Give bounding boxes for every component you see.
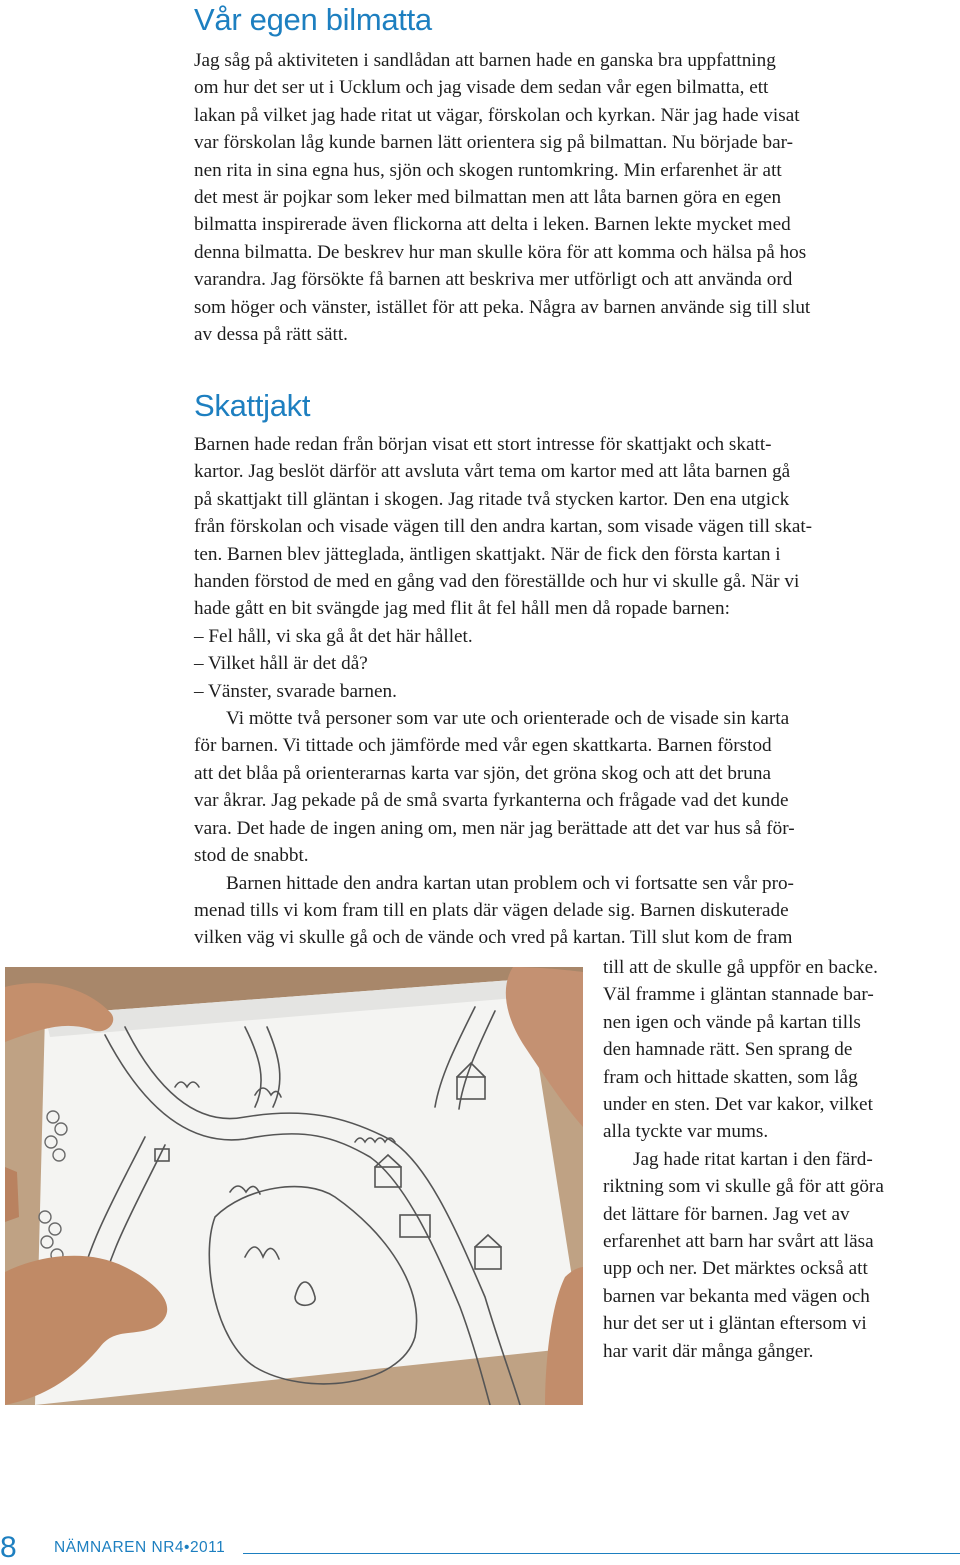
- text-line: Barnen hade redan från början visat ett stort intresse för skattjakt och skatt-: [194, 434, 772, 455]
- text-line: hur det ser ut i gläntan eftersom vi: [603, 1313, 867, 1335]
- dialogue-line: – Fel håll, vi ska gå åt det här hållet.: [194, 625, 473, 647]
- text-line: för barnen. Vi tittade och jämförde med vår egen skattkarta. Barnen förstod: [194, 735, 772, 757]
- text-line: om hur det ser ut i Ucklum och jag visade dem sedan vår egen bilmatta, ett: [194, 77, 769, 99]
- text-line: som höger och vänster, istället för att peka. Några av barnen använde sig till slut: [194, 296, 811, 318]
- text-line: lakan på vilket jag hade ritat ut vägar, förskolan och kyrkan. När jag hade visat: [194, 104, 800, 126]
- text-line: att det blåa på orienterarnas karta var sjön, det gröna skog och att det bruna: [194, 762, 772, 784]
- text-line: vilken väg vi skulle gå och de vände och vred på kartan. Till slut kom de fram: [194, 927, 793, 949]
- text-line: erfarenhet att barn har svårt att läsa: [603, 1231, 874, 1253]
- page-footer: [0, 1525, 960, 1564]
- text-line: nen rita in sina egna hus, sjön och skogen runtomkring. Min erfarenhet är att: [194, 159, 782, 181]
- text-line: upp och ner. Det märktes också att: [603, 1258, 868, 1280]
- magazine-issue: NÄMNAREN NR4•2011: [54, 1539, 226, 1556]
- text-line: stod de snabbt.: [194, 845, 309, 867]
- text-line: varandra. Jag försökte få barnen att beskriva mer utförligt och att använda ord: [194, 269, 793, 291]
- footer-rule: [243, 1553, 960, 1554]
- text-line: nen igen och vände på kartan tills: [603, 1011, 861, 1033]
- text-line: denna bilmatta. De beskrev hur man skulle köra för att komma och hälsa på hos: [194, 241, 807, 263]
- text-line: under en sten. Det var kakor, vilket: [603, 1094, 873, 1116]
- text-line: handen förstod de med en gång vad den föreställde och hur vi skulle gå. När vi: [194, 571, 800, 593]
- text-line: hade gått en bit svängde jag med flit åt fel håll men då ropade barnen:: [194, 598, 730, 620]
- column-paragraph-skattjakt: [603, 954, 952, 1365]
- text-line: Barnen hittade den andra kartan utan problem och vi fortsatte sen vår pro-: [226, 872, 794, 894]
- text-line: Väl framme i gläntan stannade bar-: [603, 984, 874, 1006]
- text-line: ten. Barnen blev jätteglada, äntligen skattjakt. När de fick den första kartan i: [194, 543, 781, 565]
- text-line: Jag såg på aktiviteten i sandlådan att barnen hade en ganska bra uppfattning: [194, 50, 776, 71]
- text-line: Jag hade ritat kartan i den färd-: [633, 1148, 873, 1170]
- text-line: var åkrar. Jag pekade på de små svarta fyrkanterna och frågade vad det kunde: [194, 790, 789, 812]
- text-line: Vi mötte två personer som var ute och orienterade och de visade sin karta: [226, 708, 790, 730]
- text-line: bilmatta inspirerade även flickorna att delta i leken. Barnen lekte mycket med: [194, 214, 791, 236]
- section-heading-bilmatta: Vår egen bilmatta: [194, 2, 432, 37]
- text-line: kartor. Jag beslöt därför att avsluta vårt tema om kartor med att låta barnen gå: [194, 461, 791, 483]
- text-line: det mest är pojkar som leker med bilmattan men att låta barnen göra en egen: [194, 187, 782, 209]
- page-number: 8: [0, 1531, 17, 1564]
- text-line: från förskolan och visade vägen till den andra kartan, som visade vägen till skat-: [194, 516, 813, 538]
- paragraph-skattjakt: [194, 431, 952, 952]
- text-line: har varit där många gånger.: [603, 1340, 814, 1362]
- text-line: till att de skulle gå uppför en backe.: [603, 957, 878, 978]
- dialogue-line: – Vänster, svarade barnen.: [194, 680, 397, 702]
- text-line: alla tyckte var mums.: [603, 1121, 769, 1143]
- text-line: vara. Det hade de ingen aning om, men när jag berättade att det var hus så för-: [194, 817, 795, 839]
- text-line: var förskolan låg kunde barnen lätt orientera sig på bilmattan. Nu började bar-: [194, 132, 794, 154]
- text-line: den hamnade rätt. Sen sprang de: [603, 1039, 853, 1061]
- text-line: menad tills vi kom fram till en plats där vägen delade sig. Barnen diskuterade: [194, 899, 789, 921]
- text-line: riktning som vi skulle gå för att göra: [603, 1176, 884, 1198]
- text-line: av dessa på rätt sätt.: [194, 324, 348, 346]
- text-line: fram och hittade skatten, som låg: [603, 1066, 858, 1088]
- paragraph-bilmatta: [194, 47, 952, 348]
- treasure-map-photo: [5, 967, 583, 1405]
- text-line: barnen var bekanta med vägen och: [603, 1285, 870, 1307]
- text-line: på skattjakt till gläntan i skogen. Jag ritade två stycken kartor. Den ena utgick: [194, 488, 790, 510]
- dialogue-line: – Vilket håll är det då?: [194, 653, 368, 675]
- text-line: det lättare för barnen. Jag vet av: [603, 1203, 850, 1225]
- section-heading-skattjakt: Skattjakt: [194, 388, 311, 423]
